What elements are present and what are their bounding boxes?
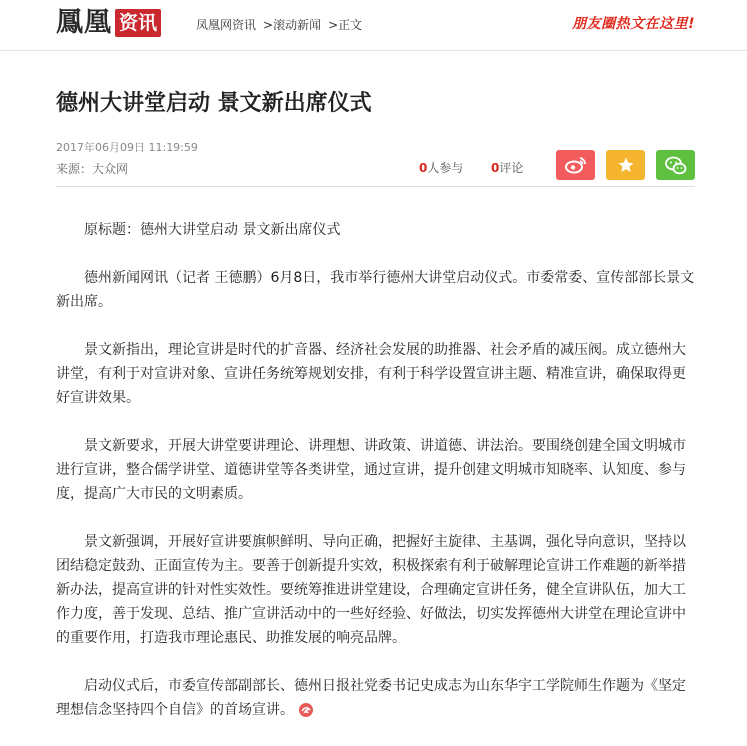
comments-link[interactable] [491,159,523,176]
star-icon [617,156,635,174]
share-wechat-button[interactable] [656,150,695,180]
article-paragraph-last [56,674,696,722]
top-bar [0,0,747,51]
article-paragraph: 景文新要求，开展大讲堂要讲理论、讲理想、讲政策、讲道德、讲法治。要围绕创建全国文明城市进行宣讲，整合儒学讲堂、道德讲堂等各类讲堂，通过宣讲，提升创建文明城市知晓率、认知度、参与度，提高广大市民的文明素质。 [56,438,686,502]
article-body [56,218,696,746]
comments-count: 0 [491,161,500,175]
wechat-icon [665,156,687,175]
share-weibo-button[interactable] [556,150,595,180]
article-datetime: 2017年06月09日 11:19:59 [56,141,198,154]
article-paragraph-text: 启动仪式后，市委宣传部副部长、德州日报社党委书记史成志为山东华宇工学院师生作题为《坚定理想信念坚持四个自信》的首场宣讲。 [56,678,686,718]
weibo-icon [565,156,587,174]
favorite-button[interactable] [606,150,645,180]
comments-label: 评论 [499,161,524,175]
logo-main-text: 鳳凰 [56,7,112,38]
ifeng-end-mark-icon [298,702,314,718]
participants-count: 0 [419,161,428,175]
original-title-paragraph: 原标题：德州大讲堂启动 景文新出席仪式 [84,222,341,238]
ifeng-logo[interactable] [56,6,161,40]
breadcrumb-current: >正文 [328,18,363,32]
article-paragraph: 景文新指出，理论宣讲是时代的扩音器、经济社会发展的助推器、社会矛盾的减压阀。成立德州大讲堂，有利于对宣讲对象、宣讲任务统筹规划安排，有利于科学设置宣讲主题、精准宣讲，确保取得更好宣讲效果。 [56,342,686,406]
article-title: 德州大讲堂启动 景文新出席仪式 [56,91,372,116]
promo-link[interactable]: 朋友圈热文在这里! [572,16,695,32]
article-paragraph: 景文新强调，开展好宣讲要旗帜鲜明、导向正确，把握好主旋律、主基调，强化导向意识，坚持以团结稳定鼓劲、正面宣传为主。要善于创新提升实效，积极探索有利于破解理论宣讲工作难题的新举措新办法，提高宣讲的针对性实效性。要统筹推进讲堂建设，合理确定宣讲任务，健全宣讲队伍，加大工作力度，善于发现、总结、推广宣讲活动中的一些好经验、好做法，切实发挥德州大讲堂在理论宣讲中的重要作用，打造我市理论惠民、助推发展的响亮品牌。 [56,534,686,646]
article-paragraph: 德州新闻网讯（记者 王德鹏）6月8日，我市举行德州大讲堂启动仪式。市委常委、宣传部部长景文新出席。 [56,270,695,310]
participants-link[interactable] [419,159,463,176]
breadcrumb-rolling-news-link[interactable]: >滚动新闻 [263,18,322,32]
breadcrumb [196,16,362,33]
logo-tag-text: 资讯 [115,9,161,37]
article-source: 来源：大众网 [56,162,129,176]
participants-label: 人参与 [427,161,464,175]
header-divider [56,186,695,187]
breadcrumb-home-link[interactable]: 凤凰网资讯 [196,18,257,32]
